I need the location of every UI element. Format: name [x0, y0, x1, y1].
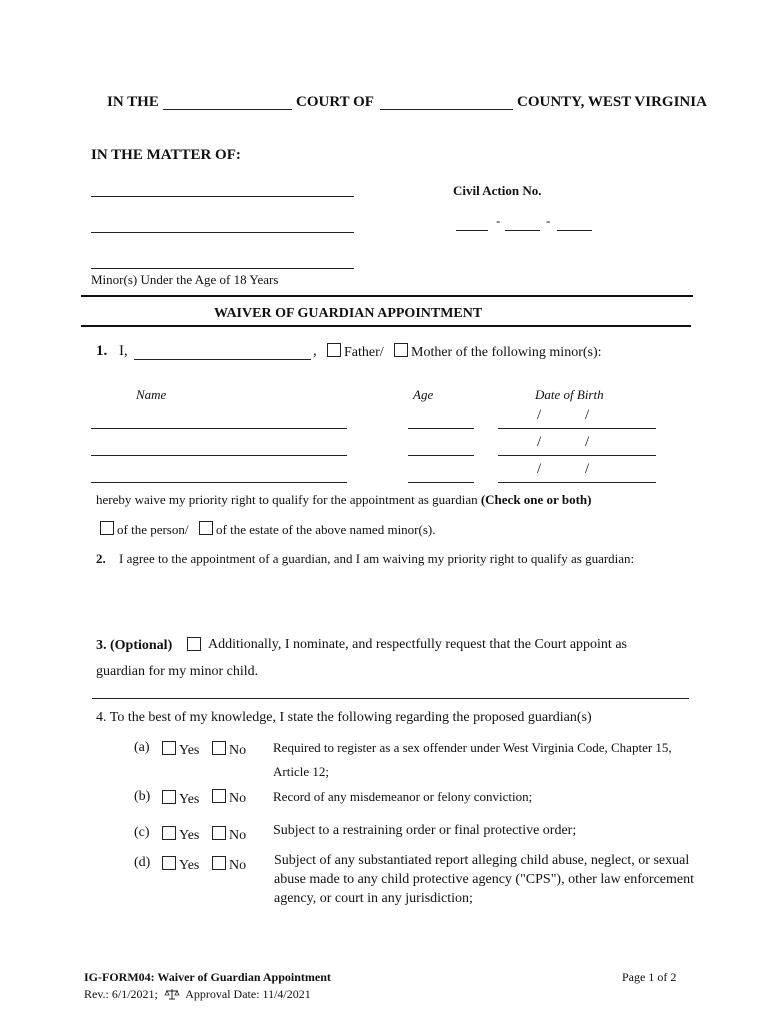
item-d-letter: (d): [134, 855, 151, 870]
civil-action-label: Civil Action No.: [453, 183, 542, 198]
court-name-field[interactable]: [163, 109, 292, 110]
approval-date: Approval Date: 11/4/2021: [185, 987, 311, 1001]
no-label: No: [229, 858, 247, 873]
page-number: Page 1 of 2: [622, 970, 677, 984]
section-2-number: 2.: [96, 551, 106, 566]
of-estate-option[interactable]: [199, 521, 435, 538]
civil-action-dash-1: -: [496, 213, 501, 228]
civil-action-dash-2: -: [546, 213, 551, 228]
court-prefix: IN THE: [107, 94, 159, 110]
title-rule-bottom: [81, 325, 691, 327]
section-3-text-cont: guardian for my minor child.: [96, 664, 259, 679]
dob-slash: /: [585, 434, 590, 450]
child-age-field-2[interactable]: [408, 455, 474, 456]
dob-slash: /: [585, 407, 590, 423]
section-1-i: I,: [119, 343, 128, 359]
form-title: WAIVER OF GUARDIAN APPOINTMENT: [214, 306, 483, 321]
footer-form-id: IG-FORM04: Waiver of Guardian Appointment: [84, 970, 331, 984]
mother-checkbox[interactable]: [394, 343, 408, 357]
father-option[interactable]: [327, 343, 384, 361]
item-c-yes-checkbox[interactable]: [162, 826, 176, 840]
of-person-option[interactable]: [100, 521, 188, 538]
child-dob-field-2[interactable]: [498, 455, 656, 456]
parent-name-field[interactable]: [134, 359, 311, 360]
matter-heading: IN THE MATTER OF:: [91, 147, 241, 163]
civil-action-part-3[interactable]: [557, 230, 592, 231]
item-d-text-cont: abuse made to any child protective agency ("CPS"), other law enforcement: [274, 872, 695, 887]
section-3-label: 3. (Optional): [96, 638, 173, 653]
father-label: Father/: [344, 345, 384, 360]
nominate-option[interactable]: [187, 637, 204, 655]
item-d-no-checkbox[interactable]: [212, 856, 226, 870]
of-estate-label: of the estate of the above named minor(s).: [216, 522, 436, 537]
dob-slash: /: [537, 461, 542, 477]
dob-slash: /: [537, 407, 542, 423]
civil-action-part-1[interactable]: [456, 230, 488, 231]
item-a-text-cont: Article 12;: [273, 764, 329, 779]
mother-option[interactable]: [394, 343, 602, 361]
comma: ,: [313, 343, 317, 359]
revision-date: Rev.: 6/1/2021;: [84, 987, 158, 1001]
court-of-label: COURT OF: [296, 94, 374, 110]
column-age: Age: [413, 387, 434, 402]
of-person-label: of the person/: [117, 522, 189, 537]
waive-text: hereby waive my priority right to qualify for the appointment as guardian: [96, 492, 478, 507]
minors-caption: Minor(s) Under the Age of 18 Years: [91, 272, 279, 287]
waive-statement: [96, 492, 591, 508]
no-label: No: [229, 791, 247, 806]
column-name: Name: [136, 387, 167, 402]
nominate-checkbox[interactable]: [187, 637, 201, 651]
county-state-label: COUNTY, WEST VIRGINIA: [517, 94, 707, 110]
item-d-yes-checkbox[interactable]: [162, 856, 176, 870]
item-a-no-checkbox[interactable]: [212, 741, 226, 755]
dob-slash: /: [585, 461, 590, 477]
item-d-text: Subject of any substantiated report alleging child abuse, neglect, or sexual: [274, 853, 690, 868]
item-d-yes[interactable]: [162, 856, 199, 874]
item-c-no[interactable]: [212, 826, 246, 844]
yes-label: Yes: [179, 828, 200, 843]
footer-revision: [84, 987, 311, 1002]
child-age-field-1[interactable]: [408, 428, 474, 429]
item-b-no-checkbox[interactable]: [212, 789, 226, 803]
check-note: (Check one or both): [480, 492, 592, 507]
yes-label: Yes: [179, 858, 200, 873]
item-b-no[interactable]: [212, 789, 246, 807]
title-rule-top: [81, 295, 693, 297]
child-dob-field-3[interactable]: [498, 482, 656, 483]
item-a-yes[interactable]: [162, 741, 199, 759]
section-1-number: 1.: [96, 343, 108, 359]
item-c-text: Subject to a restraining order or final protective order;: [273, 823, 577, 838]
no-label: No: [229, 828, 247, 843]
civil-action-part-2[interactable]: [505, 230, 540, 231]
section-2-text: I agree to the appointment of a guardian, and I am waiving my priority right to qualify as guardian:: [119, 551, 635, 566]
nominee-name-field[interactable]: [92, 698, 689, 699]
item-c-no-checkbox[interactable]: [212, 826, 226, 840]
item-d-no[interactable]: [212, 856, 246, 874]
minor-name-line-1[interactable]: [91, 196, 354, 197]
item-b-text: Record of any misdemeanor or felony conviction;: [273, 789, 533, 804]
item-d-text-cont-2: agency, or court in any jurisdiction;: [274, 891, 473, 906]
item-a-letter: (a): [134, 740, 150, 755]
item-b-letter: (b): [134, 789, 151, 804]
item-b-yes-checkbox[interactable]: [162, 790, 176, 804]
no-label: No: [229, 743, 247, 758]
father-checkbox[interactable]: [327, 343, 341, 357]
of-person-checkbox[interactable]: [100, 521, 114, 535]
child-dob-field-1[interactable]: [498, 428, 656, 429]
item-c-letter: (c): [134, 825, 150, 840]
minor-name-line-3[interactable]: [91, 268, 354, 269]
child-age-field-3[interactable]: [408, 482, 474, 483]
item-b-yes[interactable]: [162, 790, 199, 808]
county-name-field[interactable]: [380, 109, 513, 110]
column-dob: Date of Birth: [535, 387, 604, 402]
minor-name-line-2[interactable]: [91, 232, 354, 233]
section-3-text: Additionally, I nominate, and respectfully request that the Court appoint as: [208, 637, 627, 652]
item-a-no[interactable]: [212, 741, 246, 759]
section-4-intro: 4. To the best of my knowledge, I state the following regarding the proposed guardian(s): [96, 710, 592, 725]
mother-label: Mother of the following minor(s):: [411, 345, 602, 360]
child-name-field-3[interactable]: [91, 482, 347, 483]
dob-slash: /: [537, 434, 542, 450]
yes-label: Yes: [179, 792, 200, 807]
yes-label: Yes: [179, 743, 200, 758]
item-a-text: Required to register as a sex offender under West Virginia Code, Chapter 15,: [273, 740, 672, 755]
item-c-yes[interactable]: [162, 826, 199, 844]
of-estate-checkbox[interactable]: [199, 521, 213, 535]
scales-icon: [164, 988, 180, 1000]
item-a-yes-checkbox[interactable]: [162, 741, 176, 755]
child-name-field-2[interactable]: [91, 455, 347, 456]
child-name-field-1[interactable]: [91, 428, 347, 429]
